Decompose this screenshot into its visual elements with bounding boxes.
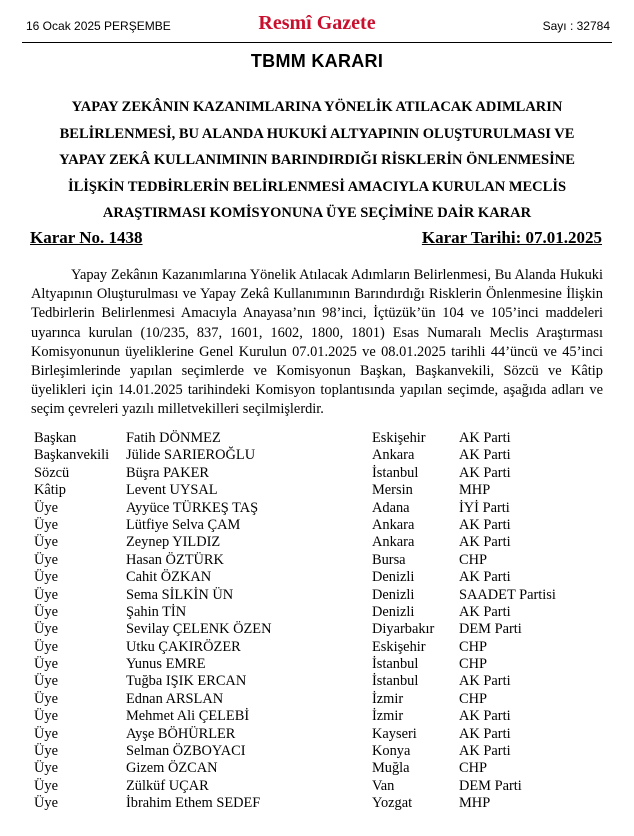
member-city: İstanbul: [372, 656, 419, 673]
member-city: Denizli: [372, 569, 415, 586]
member-role: Üye: [34, 569, 58, 586]
member-city: Mersin: [372, 482, 413, 499]
member-row: [34, 482, 614, 499]
member-name: İbrahim Ethem SEDEF: [126, 795, 261, 812]
member-role: Üye: [34, 516, 58, 533]
member-role: Başkan: [34, 430, 77, 446]
member-party: CHP: [459, 551, 487, 568]
members-list: [34, 430, 614, 813]
member-city: Diyarbakır: [372, 621, 435, 638]
member-party: DEM Parti: [459, 621, 522, 638]
member-party: İYİ Parti: [459, 499, 510, 516]
member-city: Eskişehir: [372, 430, 426, 446]
member-role: Üye: [34, 690, 58, 707]
member-party: AK Parti: [459, 447, 511, 464]
decision-title-line: ARAŞTIRMASI KOMİSYONUNA ÜYE SEÇİMİNE DAİR KARAR: [102, 205, 532, 221]
member-party: AK Parti: [459, 430, 511, 446]
decision-title-line: BELİRLENMESİ, BU ALANDA HUKUKİ ALTYAPININ OLUŞTURULMASI VE: [59, 125, 575, 142]
member-row: [34, 552, 614, 569]
member-row: [34, 447, 614, 464]
member-name: Büşra PAKER: [126, 464, 210, 481]
member-city: Van: [372, 777, 395, 794]
member-row: [34, 708, 614, 725]
member-city: Yozgat: [372, 795, 413, 812]
member-role: Üye: [34, 603, 58, 620]
member-party: AK Parti: [459, 603, 511, 620]
member-city: Ankara: [372, 447, 415, 464]
member-party: AK Parti: [459, 725, 511, 742]
member-row: [34, 465, 614, 482]
member-role: Üye: [34, 656, 58, 673]
member-role: Üye: [34, 725, 58, 742]
member-name: Fatih DÖNMEZ: [126, 430, 221, 446]
member-row: [34, 430, 614, 447]
member-role: Üye: [34, 534, 58, 551]
member-role: Üye: [34, 551, 58, 568]
gazette-title: Resmî Gazete: [258, 12, 376, 34]
member-role: Üye: [34, 795, 58, 812]
member-party: AK Parti: [459, 464, 511, 481]
member-party: AK Parti: [459, 534, 511, 551]
member-name: Utku ÇAKIRÖZER: [126, 638, 241, 655]
member-city: Ankara: [372, 534, 415, 551]
decision-title-line: YAPAY ZEKÂ KULLANIMININ BARINDIRDIĞI RİSKLERİN ÖNLENMESİNE: [59, 152, 575, 168]
publication-date: 16 Ocak 2025 PERŞEMBE: [26, 19, 171, 33]
member-row: [34, 778, 614, 795]
member-row: [34, 587, 614, 604]
member-name: Ednan ARSLAN: [126, 690, 224, 707]
member-party: CHP: [459, 638, 487, 655]
member-name: Levent UYSAL: [126, 482, 218, 499]
member-name: Gizem ÖZCAN: [126, 760, 218, 777]
member-role: Üye: [34, 638, 58, 655]
member-city: İstanbul: [372, 464, 419, 481]
member-row: [34, 639, 614, 656]
member-name: Sevilay ÇELENK ÖZEN: [126, 621, 272, 638]
member-city: Muğla: [372, 760, 410, 777]
member-party: CHP: [459, 656, 487, 673]
member-city: Bursa: [372, 551, 406, 568]
member-row: [34, 726, 614, 743]
member-row: [34, 743, 614, 760]
member-row: [34, 621, 614, 638]
member-name: Şahin TİN: [126, 603, 187, 620]
member-party: AK Parti: [459, 516, 511, 533]
member-party: CHP: [459, 760, 487, 777]
member-role: Kâtip: [34, 482, 66, 499]
member-city: Konya: [372, 743, 411, 760]
member-role: Başkanvekili: [34, 447, 110, 464]
member-role: Üye: [34, 673, 58, 690]
issue-number: Sayı : 32784: [542, 19, 610, 33]
member-city: Denizli: [372, 586, 415, 603]
member-name: Hasan ÖZTÜRK: [126, 551, 224, 568]
member-party: AK Parti: [459, 569, 511, 586]
member-party: MHP: [459, 795, 491, 812]
member-row: [34, 691, 614, 708]
member-row: [34, 760, 614, 777]
member-role: Üye: [34, 586, 58, 603]
member-role: Üye: [34, 743, 58, 760]
member-row: [34, 517, 614, 534]
decision-number: Karar No. 1438: [30, 228, 143, 247]
member-row: [34, 500, 614, 517]
member-name: Selman ÖZBOYACI: [126, 743, 246, 760]
member-name: Tuğba IŞIK ERCAN: [126, 673, 247, 690]
member-name: Yunus EMRE: [126, 656, 206, 673]
member-name: Jülide SARIEROĞLU: [126, 447, 256, 464]
member-name: Cahit ÖZKAN: [126, 569, 212, 586]
member-name: Sema SİLKİN ÜN: [126, 586, 234, 603]
decision-body-paragraph: Yapay Zekânın Kazanımlarına Yönelik Atılacak Adımların Belirlenmesi, Bu Alanda Hukuki Altyapının Oluşturulması ve Yapay Zekâ Kullanımının Barındırdığı Risklerin Önlenmesine İlişkin Tedbirlerin Belirlenmesi Amacıyla Anayasa’nın 98’inci, İçtüzük’ün 104 ve 105’inci maddeleri uyarınca kurulan (10/235, 837, 1601, 1602, 1800, 1801) Esas Numaralı Meclis Araştırması Komisyonunun üyeliklerine Genel Kurulun 07.01.2025 ve 08.01.2025 tarihli 44’üncü ve 45’inci Birleşimlerinde yapılan seçimlerde ve Komisyonun Başkan, Başkanvekili, Sözcü ve Kâtip üyelikleri için 14.01.2025 tarihindeki Komisyon toplantısında yapılan seçimde, aşağıda adları ve seçim çevreleri yazılı milletvekilleri seçilmişlerdir.: [31, 267, 603, 418]
member-city: Denizli: [372, 603, 415, 620]
member-row: [34, 795, 614, 812]
member-row: [34, 604, 614, 621]
member-city: Eskişehir: [372, 638, 426, 655]
member-party: SAADET Partisi: [459, 586, 556, 603]
decision-type-heading: TBMM KARARI: [250, 51, 384, 71]
member-role: Sözcü: [34, 464, 70, 481]
member-city: İzmir: [372, 690, 404, 707]
member-party: CHP: [459, 690, 487, 707]
member-name: Mehmet Ali ÇELEBİ: [126, 708, 250, 725]
member-row: [34, 534, 614, 551]
member-city: Adana: [372, 499, 410, 516]
member-city: Kayseri: [372, 725, 417, 742]
member-role: Üye: [34, 708, 58, 725]
member-row: [34, 656, 614, 673]
member-row: [34, 673, 614, 690]
member-city: İzmir: [372, 708, 404, 725]
decision-title-line: YAPAY ZEKÂNIN KAZANIMLARINA YÖNELİK ATILACAK ADIMLARIN: [71, 99, 563, 115]
member-name: Lütfiye Selva ÇAM: [126, 516, 241, 533]
member-role: Üye: [34, 777, 58, 794]
decision-title: [28, 94, 606, 227]
member-name: Ayşe BÖHÜRLER: [126, 725, 236, 742]
member-role: Üye: [34, 760, 58, 777]
member-party: AK Parti: [459, 743, 511, 760]
member-name: Zülküf UÇAR: [126, 777, 209, 794]
member-row: [34, 569, 614, 586]
member-party: DEM Parti: [459, 777, 522, 794]
member-city: İstanbul: [372, 673, 419, 690]
decision-date: Karar Tarihi: 07.01.2025: [421, 228, 602, 247]
member-name: Zeynep YILDIZ: [126, 534, 221, 551]
member-name: Ayyüce TÜRKEŞ TAŞ: [126, 499, 259, 516]
gazette-header: [22, 12, 612, 43]
member-role: Üye: [34, 621, 58, 638]
member-city: Ankara: [372, 516, 415, 533]
decision-title-line: İLİŞKİN TEDBİRLERİN BELİRLENMESİ AMACIYLA KURULAN MECLİS: [67, 178, 567, 195]
member-party: MHP: [459, 482, 491, 499]
member-party: AK Parti: [459, 673, 511, 690]
member-role: Üye: [34, 499, 58, 516]
member-party: AK Parti: [459, 708, 511, 725]
